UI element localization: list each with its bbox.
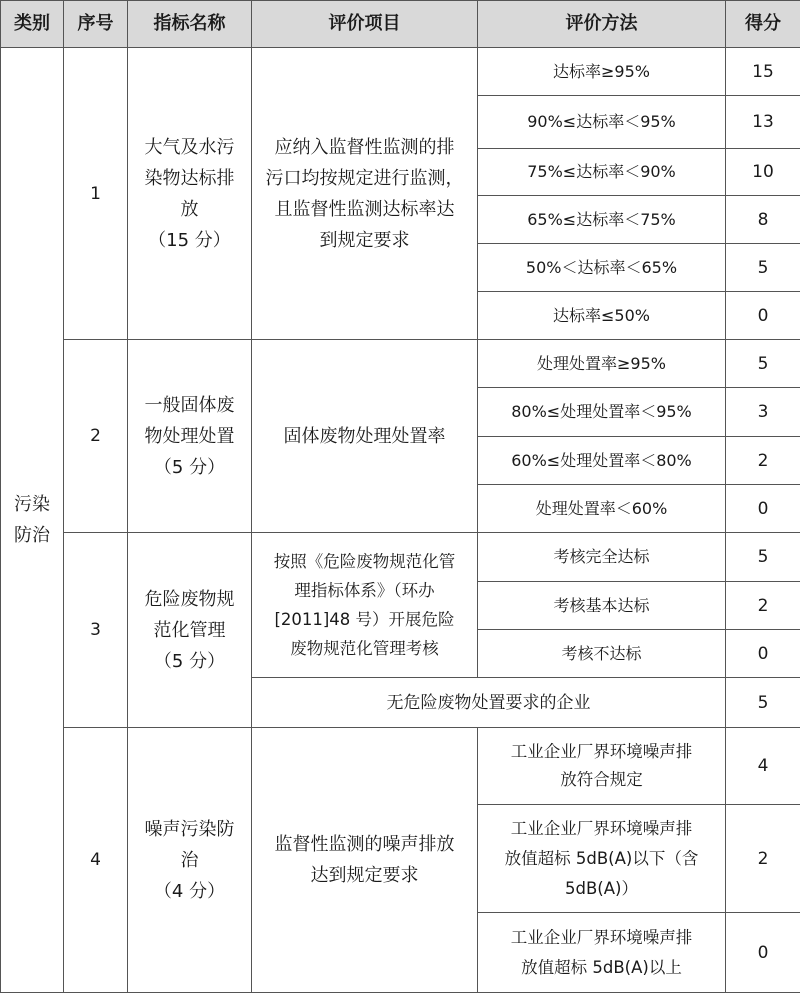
score-cell: 13 <box>726 96 800 149</box>
indicator-name-line: 危险废物规 <box>144 588 235 610</box>
indicator-name-line: 染物达标排 <box>144 167 235 189</box>
score-cell: 3 <box>726 388 800 437</box>
evaluation-item-line: 且监督性监测达标率达 <box>274 198 455 220</box>
score-cell: 15 <box>726 48 800 96</box>
evaluation-item-line: [2011]48 号）开展危险 <box>274 610 455 629</box>
method-cell: 考核完全达标 <box>478 533 726 582</box>
evaluation-item-cell <box>252 340 478 533</box>
indicator-name-cell <box>128 340 252 533</box>
method-cell: 50%＜达标率＜65% <box>478 244 726 292</box>
score-cell: 5 <box>726 340 800 388</box>
method-cell: 处理处置率＜60% <box>478 485 726 533</box>
method-cell: 75%≤达标率＜90% <box>478 149 726 196</box>
score-cell: 8 <box>726 196 800 244</box>
extra-method-cell: 无危险废物处置要求的企业 <box>252 678 726 728</box>
method-cell <box>478 728 726 805</box>
method-line: 工业企业厂界环境噪声排 <box>510 818 693 838</box>
indicator-name-line: 噪声污染防 <box>144 818 235 840</box>
method-cell <box>478 913 726 993</box>
evaluation-item-cell <box>252 728 478 993</box>
table-row <box>1 533 800 582</box>
evaluation-item-line: 到规定要求 <box>319 229 410 251</box>
score-cell: 0 <box>726 485 800 533</box>
method-cell: 达标率≥95% <box>478 48 726 96</box>
method-cell <box>478 805 726 913</box>
indicator-name-line: （5 分） <box>153 456 226 478</box>
row-number: 4 <box>64 728 128 993</box>
evaluation-item-line: 按照《危险废物规范化管 <box>273 552 456 571</box>
score-cell: 4 <box>726 728 800 805</box>
evaluation-item-line: 理指标体系》（环办 <box>294 581 435 600</box>
evaluation-item-line: 废物规范化管理考核 <box>290 639 439 658</box>
method-cell: 处理处置率≥95% <box>478 340 726 388</box>
method-line: 工业企业厂界环境噪声排 <box>510 742 693 761</box>
indicator-name-line: 治 <box>180 849 199 871</box>
header-score: 得分 <box>726 1 800 48</box>
method-line: 放值超标 5dB(A)以下（含 <box>504 848 699 868</box>
method-cell: 考核不达标 <box>478 630 726 678</box>
indicator-name-cell <box>128 533 252 728</box>
method-cell: 达标率≤50% <box>478 292 726 340</box>
score-cell: 5 <box>726 533 800 582</box>
header-category: 类别 <box>1 1 64 48</box>
indicator-name-cell <box>128 48 252 340</box>
indicator-name-line: （4 分） <box>153 880 226 902</box>
method-line: 工业企业厂界环境噪声排 <box>510 927 693 947</box>
score-cell: 5 <box>726 678 800 728</box>
method-line: 5dB(A)） <box>565 878 638 898</box>
score-cell: 2 <box>726 582 800 630</box>
evaluation-item-line: 达到规定要求 <box>310 865 419 886</box>
method-line: 放值超标 5dB(A)以上 <box>521 957 682 977</box>
indicator-name-line: （5 分） <box>153 650 226 672</box>
method-cell: 90%≤达标率＜95% <box>478 96 726 149</box>
score-cell: 0 <box>726 630 800 678</box>
method-line: 放符合规定 <box>560 770 643 789</box>
indicator-name-line: 放 <box>180 198 199 220</box>
evaluation-item-cell <box>252 533 478 678</box>
indicator-name-cell <box>128 728 252 993</box>
header-evaluation-method: 评价方法 <box>478 1 726 48</box>
evaluation-item-cell <box>252 48 478 340</box>
header-number: 序号 <box>64 1 128 48</box>
category-cell <box>1 48 64 993</box>
score-cell: 10 <box>726 149 800 196</box>
indicator-name-line: （15 分） <box>148 229 231 251</box>
table-row <box>1 728 800 805</box>
indicator-name-line: 范化管理 <box>153 619 226 641</box>
method-cell: 80%≤处理处置率＜95% <box>478 388 726 437</box>
row-number: 3 <box>64 533 128 728</box>
category-label: 污染防治 <box>14 494 50 546</box>
method-cell: 65%≤达标率＜75% <box>478 196 726 244</box>
header-indicator-name: 指标名称 <box>128 1 252 48</box>
indicator-name-line: 一般固体废 <box>144 394 235 416</box>
header-evaluation-item: 评价项目 <box>252 1 478 48</box>
score-cell: 0 <box>726 292 800 340</box>
evaluation-item-line: 固体废物处理处置率 <box>283 425 446 447</box>
score-cell: 5 <box>726 244 800 292</box>
table-row <box>1 48 800 96</box>
score-cell: 2 <box>726 805 800 913</box>
method-cell: 考核基本达标 <box>478 582 726 630</box>
score-cell: 2 <box>726 437 800 485</box>
evaluation-item-line: 污口均按规定进行监测， <box>265 167 464 189</box>
evaluation-item-line: 监督性监测的噪声排放 <box>274 834 455 855</box>
evaluation-item-line: 应纳入监督性监测的排 <box>274 136 455 158</box>
row-number: 2 <box>64 340 128 533</box>
indicator-name-line: 物处理处置 <box>144 425 235 447</box>
row-number: 1 <box>64 48 128 340</box>
indicator-name-line: 大气及水污 <box>144 136 235 158</box>
header-row <box>1 1 800 48</box>
method-cell: 60%≤处理处置率＜80% <box>478 437 726 485</box>
score-cell: 0 <box>726 913 800 993</box>
table-row <box>1 340 800 388</box>
